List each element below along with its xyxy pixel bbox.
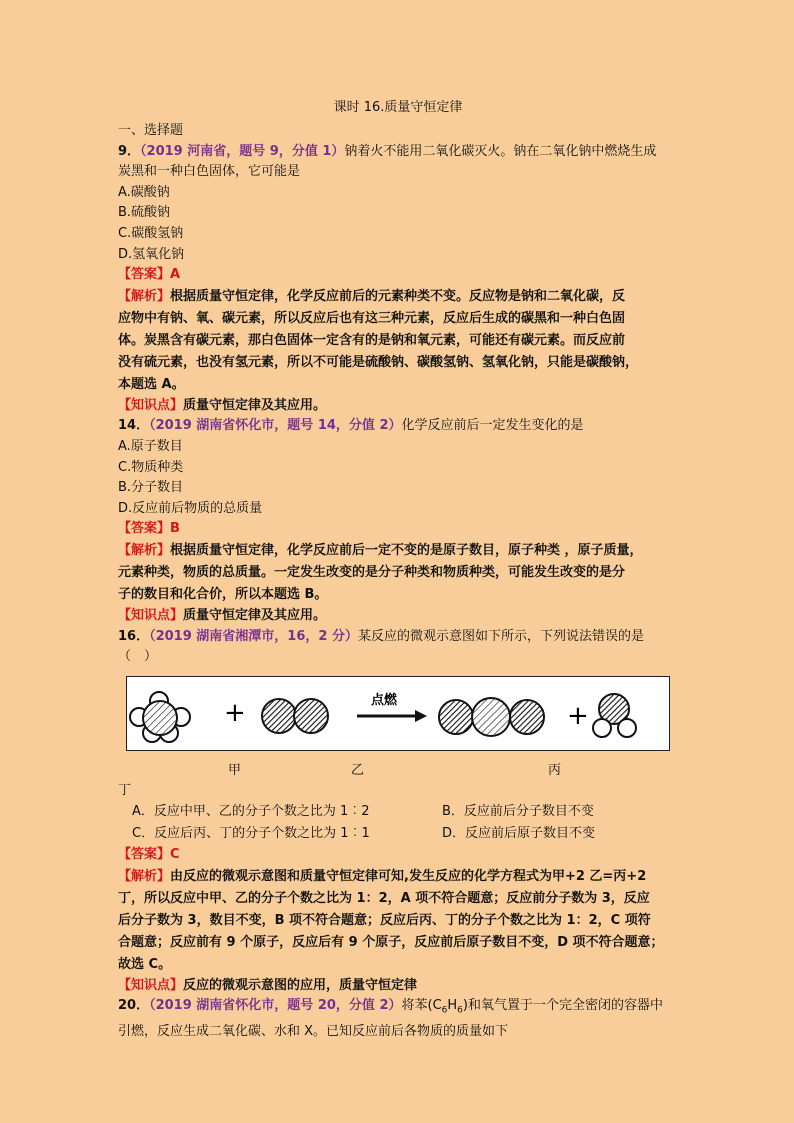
q14-knowledge-label: 【知识点】	[118, 607, 184, 623]
q14-option-c: C.物质种类	[118, 459, 184, 475]
q9-stem-2: 炭黑和一种白色固体，它可能是	[118, 164, 301, 180]
q9-answer-label: 【答案】	[118, 267, 171, 283]
q16-analysis-line-5: 故选 C。	[118, 956, 172, 972]
molecule-jia	[130, 692, 190, 742]
q16-answer-value: C	[170, 847, 180, 863]
q16-analysis-line-4: 合题意；反应前有 9 个原子，反应后有 9 个原子，反应前后原子数目不变，D 项不符合题意；	[118, 934, 664, 950]
label-bing: 丙	[548, 762, 562, 778]
q16-option-a: A．反应中甲、乙的分子个数之比为 1︰2	[132, 804, 370, 820]
q9-knowledge-label: 【知识点】	[118, 397, 184, 413]
q9-knowledge-text: 质量守恒定律及其应用。	[183, 397, 327, 413]
q14-stem-text: 化学反应前后一定发生变化的是	[401, 418, 584, 434]
q20-stem-c: )和氧气置于一个完全密闭的容器中	[462, 998, 663, 1014]
q14-knowledge	[118, 606, 678, 627]
q16-number: 16．	[118, 628, 150, 644]
q9-option-a: A.碳酸钠	[118, 184, 170, 200]
molecule-bing	[439, 698, 544, 736]
q9-knowledge	[118, 396, 678, 417]
q9-analysis-label: 【解析】	[118, 288, 171, 304]
section-heading: 一、选择题	[118, 123, 184, 138]
q14-answer-label: 【答案】	[118, 521, 171, 537]
q9-answer-value: A	[170, 267, 181, 283]
q16-stem	[118, 627, 678, 648]
q9-stem	[118, 142, 678, 163]
q14-answer	[118, 519, 678, 540]
q20-stem-b: H	[447, 998, 458, 1014]
q16-knowledge	[118, 976, 678, 997]
q14-analysis-line-2: 元素种类，物质的总质量。一定发生改变的是分子种类和物质种类，可能发生改变的是分	[118, 564, 626, 580]
q14-number: 14．	[118, 418, 150, 434]
plus-sign-1: +	[224, 697, 246, 728]
q14-analysis	[118, 540, 678, 606]
q9-analysis-line-5: 本题选 A。	[118, 376, 185, 392]
document-page	[118, 98, 678, 1042]
q9-analysis-line-3: 体。炭黑含有碳元素，那白色固体一定含有的是钠和氧元素，可能还有碳元素。而反应前	[118, 332, 626, 348]
q16-analysis	[118, 866, 678, 976]
q14-stem	[118, 416, 678, 437]
label-jia: 甲	[228, 762, 242, 778]
label-yi: 乙	[351, 762, 365, 778]
q20-sub-1: 6	[441, 1006, 448, 1017]
q9-analysis-line-4: 没有硫元素，也没有氢元素，所以不可能是硫酸钠、碳酸氢钠、氢氧化钠，只能是碳酸钠，	[118, 354, 639, 370]
q14-analysis-label: 【解析】	[118, 542, 171, 558]
q9-option-b: B.硫酸钠	[118, 205, 171, 221]
page-title: 课时 16.质量守恒定律	[333, 100, 463, 115]
q16-analysis-line-2: 丁，所以反应中甲、乙的分子个数之比为 1：2，A 项不符合题意；反应前分子数为 3，反应	[118, 890, 650, 906]
q16-option-d: D．反应前后原子数目不变	[442, 826, 596, 842]
molecule-labels	[118, 751, 678, 781]
q20-sub-2: 6	[457, 1006, 463, 1017]
q16-source: （2019 湖南省湘潭市，16，2 分）	[149, 628, 358, 644]
q20-stem	[118, 996, 678, 1021]
arrow-label: 点燃	[371, 692, 398, 708]
q16-option-b: B．反应前后分子数目不变	[442, 804, 594, 820]
q16-options	[132, 801, 678, 845]
q16-stem-text: 某反应的微观示意图如下所示，下列说法错误的是	[357, 628, 644, 644]
q16-answer	[118, 845, 678, 866]
q20-stem-2: 引燃，反应生成二氧化碳、水和 X。已知反应前后各物质的质量如下	[118, 1023, 509, 1039]
q9-option-d: D.氢氧化钠	[118, 246, 185, 262]
q14-analysis-line-3: 子的数目和化合价，所以本题选 B。	[118, 586, 328, 602]
q14-analysis-line-1: 根据质量守恒定律，化学反应前后一定不变的是原子数目，原子种类 ，原子质量，	[170, 542, 643, 558]
q14-answer-value: B	[170, 521, 180, 537]
molecule-yi	[262, 699, 328, 733]
q14-knowledge-text: 质量守恒定律及其应用。	[183, 607, 327, 623]
q14-option-a: A.原子数目	[118, 438, 183, 454]
q16-paren: （ ）	[118, 649, 158, 665]
q16-option-c: C．反应后丙、丁的分子个数之比为 1︰1	[132, 826, 370, 842]
q16-analysis-label: 【解析】	[118, 868, 171, 884]
q16-analysis-line-3: 后分子数为 3，数目不变，B 项不符合题意；反应后丙、丁的分子个数之比为 1：2，C 项符	[118, 912, 651, 928]
q14-option-d: D.反应前后物质的总质量	[118, 500, 263, 516]
label-ding: 丁	[118, 782, 132, 798]
q20-number: 20．	[118, 998, 150, 1014]
q9-analysis-line-2: 应物中有钠、氧、碳元素，所以反应后也有这三种元素，反应后生成的碳黑和一种白色固	[118, 310, 626, 326]
q9-source: （2019 河南省，题号 9，分值 1）	[140, 143, 345, 159]
q9-number: 9．	[118, 143, 141, 159]
q16-analysis-line-1: 由反应的微观示意图和质量守恒定律可知,发生反应的化学方程式为甲+2 乙=丙+2	[170, 868, 647, 884]
q9-analysis-line-1: 根据质量守恒定律，化学反应前后的元素种类不变。反应物是钠和二氧化碳，反	[170, 288, 626, 304]
molecule-ding	[593, 694, 636, 737]
reaction-diagram-svg	[127, 677, 669, 750]
q9-answer	[118, 265, 678, 286]
q9-analysis	[118, 286, 678, 396]
plus-sign-2: +	[567, 700, 589, 731]
q9-option-c: C.碳酸氢钠	[118, 225, 184, 241]
q20-stem-a: 将苯(C	[401, 998, 442, 1014]
q16-knowledge-text: 反应的微观示意图的应用，质量守恒定律	[183, 977, 418, 993]
q14-option-b: B.分子数目	[118, 480, 184, 496]
q9-stem-1: 钠着火不能用二氧化碳灭火。钠在二氧化钠中燃烧生成	[344, 143, 657, 159]
reaction-diagram	[126, 676, 670, 751]
q16-knowledge-label: 【知识点】	[118, 977, 184, 993]
q14-source: （2019 湖南省怀化市，题号 14，分值 2）	[149, 418, 402, 434]
q16-answer-label: 【答案】	[118, 847, 171, 863]
reaction-arrow	[357, 692, 427, 722]
q20-source: （2019 湖南省怀化市，题号 20，分值 2）	[149, 998, 402, 1014]
